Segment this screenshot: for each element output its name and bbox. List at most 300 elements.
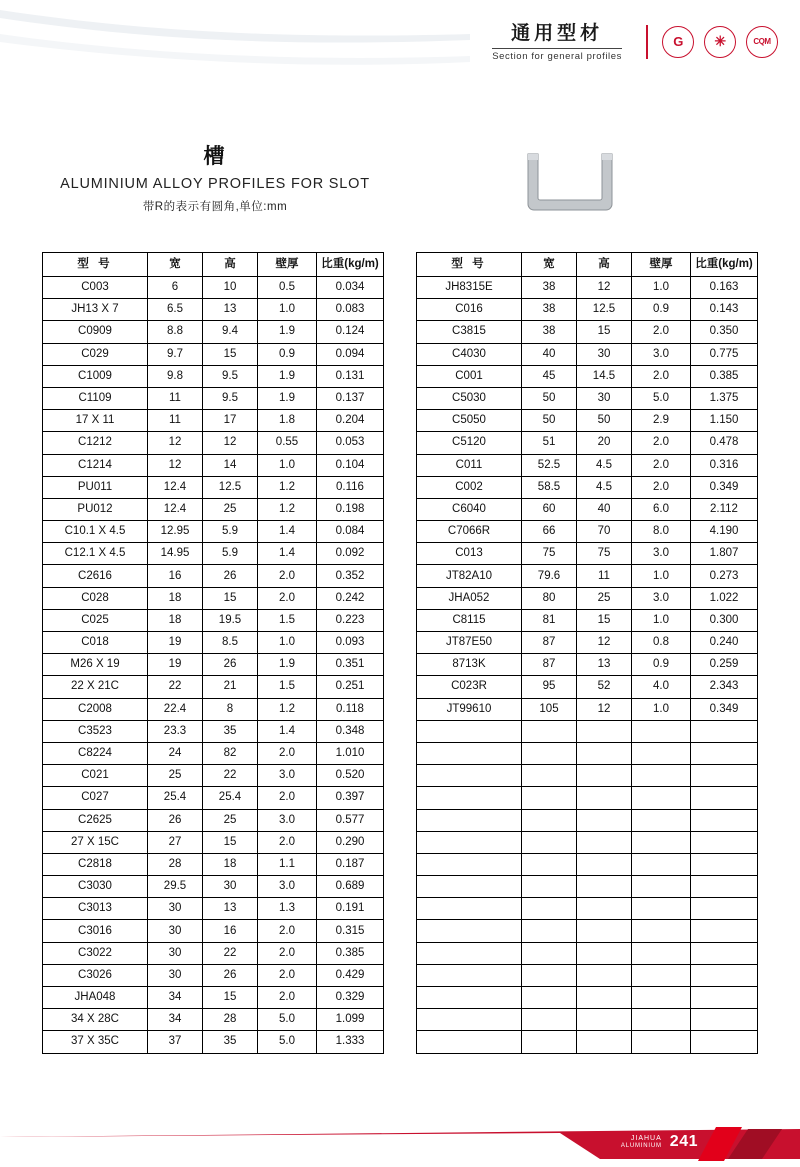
table-cell: 28 [148, 853, 203, 875]
table-row [417, 321, 758, 343]
table-cell: 0.300 [691, 609, 758, 631]
table-row [43, 765, 384, 787]
table-cell: C5030 [417, 387, 522, 409]
header-branding [492, 22, 778, 62]
table-cell: C003 [43, 277, 148, 299]
table-cell: 30 [148, 920, 203, 942]
table-cell [522, 898, 577, 920]
table-cell [632, 920, 691, 942]
table-cell: 0.251 [317, 676, 384, 698]
table-cell: 22 [203, 942, 258, 964]
table-row [417, 476, 758, 498]
table-cell: 9.8 [148, 365, 203, 387]
table-cell: 5.9 [203, 543, 258, 565]
table-cell: 1.4 [258, 543, 317, 565]
table-row [417, 765, 758, 787]
table-cell: C2616 [43, 565, 148, 587]
table-cell: 1.2 [258, 498, 317, 520]
table-cell: 0.349 [691, 698, 758, 720]
table-cell [577, 853, 632, 875]
table-row [43, 920, 384, 942]
table-cell [522, 987, 577, 1009]
table-cell: 6 [148, 277, 203, 299]
table-row [417, 587, 758, 609]
table-cell: 0.093 [317, 632, 384, 654]
table-cell: 0.242 [317, 587, 384, 609]
table-cell: 9.5 [203, 387, 258, 409]
table-row [417, 742, 758, 764]
table-cell: C3013 [43, 898, 148, 920]
table-row [43, 809, 384, 831]
table-cell: 1.1 [258, 853, 317, 875]
table-row [43, 654, 384, 676]
table-cell [522, 920, 577, 942]
table-cell: 30 [203, 876, 258, 898]
table-cell [417, 898, 522, 920]
cert-logo-2-icon [704, 26, 736, 58]
table-cell: 0.315 [317, 920, 384, 942]
table-cell: 14.95 [148, 543, 203, 565]
table-cell: 2.0 [632, 476, 691, 498]
table-cell: 0.352 [317, 565, 384, 587]
footer-brand [621, 1135, 662, 1149]
table-cell: 95 [522, 676, 577, 698]
table-cell: 37 X 35C [43, 1031, 148, 1053]
table-cell [632, 876, 691, 898]
table-cell: 5.0 [258, 1009, 317, 1031]
table-cell: JHA052 [417, 587, 522, 609]
table-cell [691, 920, 758, 942]
footer-brand-line1: JIAHUA [630, 1135, 662, 1143]
spec-table-left [42, 252, 384, 1054]
table-cell: 52 [577, 676, 632, 698]
page-header [0, 0, 800, 88]
table-cell [417, 876, 522, 898]
table-cell: 0.163 [691, 277, 758, 299]
table-cell [691, 898, 758, 920]
table-cell: 2.112 [691, 498, 758, 520]
spec-tables [42, 252, 758, 1054]
table-cell: PU011 [43, 476, 148, 498]
table-row [417, 920, 758, 942]
table-cell: 1.0 [258, 632, 317, 654]
table-cell: 0.204 [317, 410, 384, 432]
table-row [417, 720, 758, 742]
table-cell: 75 [577, 543, 632, 565]
table-cell: 70 [577, 521, 632, 543]
table-row [417, 387, 758, 409]
table-cell [522, 742, 577, 764]
table-cell [417, 787, 522, 809]
table-cell: 25.4 [148, 787, 203, 809]
table-header-row [417, 253, 758, 277]
table-cell: 28 [203, 1009, 258, 1031]
table-cell: 0.520 [317, 765, 384, 787]
table-cell: 16 [148, 565, 203, 587]
table-cell: 2.343 [691, 676, 758, 698]
table-cell: 0.034 [317, 277, 384, 299]
table-row [43, 565, 384, 587]
table-row [417, 365, 758, 387]
table-cell: 0.104 [317, 454, 384, 476]
table-cell: 40 [522, 343, 577, 365]
table-cell: 35 [203, 1031, 258, 1053]
table-cell [632, 765, 691, 787]
table-cell: 26 [148, 809, 203, 831]
table-cell: 3.0 [258, 765, 317, 787]
table-cell: 23.3 [148, 720, 203, 742]
table-row [43, 454, 384, 476]
table-row [43, 365, 384, 387]
table-cell: 29.5 [148, 876, 203, 898]
table-cell [522, 964, 577, 986]
table-cell [691, 742, 758, 764]
table-cell [417, 742, 522, 764]
table-cell: 30 [577, 343, 632, 365]
table-cell [691, 964, 758, 986]
table-cell: 40 [577, 498, 632, 520]
table-cell [632, 787, 691, 809]
table-cell: 3.0 [258, 876, 317, 898]
table-cell [417, 853, 522, 875]
table-cell [577, 765, 632, 787]
table-cell: 75 [522, 543, 577, 565]
table-cell: 0.137 [317, 387, 384, 409]
table-cell [522, 720, 577, 742]
table-cell [632, 742, 691, 764]
table-cell: 3.0 [632, 543, 691, 565]
table-cell [417, 1009, 522, 1031]
table-cell: C1212 [43, 432, 148, 454]
table-cell [417, 964, 522, 986]
table-cell: 10 [203, 277, 258, 299]
table-cell: 17 X 11 [43, 410, 148, 432]
table-cell: 12.5 [203, 476, 258, 498]
table-row [417, 676, 758, 698]
table-cell: C8115 [417, 609, 522, 631]
table-cell [417, 765, 522, 787]
table-cell: 12 [148, 432, 203, 454]
table-cell [577, 787, 632, 809]
table-cell: C3030 [43, 876, 148, 898]
table-cell [522, 1031, 577, 1053]
table-cell [577, 898, 632, 920]
table-row [43, 343, 384, 365]
table-row [417, 565, 758, 587]
table-cell: 1.2 [258, 698, 317, 720]
table-row [43, 609, 384, 631]
spec-table-right [416, 252, 758, 1054]
table-cell: 30 [148, 942, 203, 964]
table-cell: 5.0 [258, 1031, 317, 1053]
table-cell [632, 898, 691, 920]
table-row [43, 387, 384, 409]
table-cell [522, 853, 577, 875]
table-cell: 25 [577, 587, 632, 609]
table-cell: 2.0 [258, 920, 317, 942]
footer-brand-line2: ALUMINIUM [620, 1142, 662, 1149]
table-cell: 0.9 [632, 654, 691, 676]
table-cell: JT87E50 [417, 632, 522, 654]
table-cell: 1.010 [317, 742, 384, 764]
table-cell: 17 [203, 410, 258, 432]
table-cell: 8713K [417, 654, 522, 676]
table-cell: 81 [522, 609, 577, 631]
table-cell: 0.385 [317, 942, 384, 964]
table-row [43, 1031, 384, 1053]
table-cell [691, 765, 758, 787]
table-cell: 51 [522, 432, 577, 454]
table-cell: JT99610 [417, 698, 522, 720]
table-cell [632, 1031, 691, 1053]
table-row [417, 543, 758, 565]
header-decoration [0, 0, 470, 96]
table-cell: 2.0 [258, 565, 317, 587]
table-row [43, 410, 384, 432]
page-title-en: ALUMINIUM ALLOY PROFILES FOR SLOT [60, 176, 370, 192]
table-cell: 12.5 [577, 299, 632, 321]
cert-logo-3-icon [746, 26, 778, 58]
page-title-zone [0, 140, 430, 214]
table-cell: 27 [148, 831, 203, 853]
page-title-note: 带R的表示有圆角,单位:mm [142, 201, 288, 213]
table-cell [691, 720, 758, 742]
table-cell: 12.4 [148, 498, 203, 520]
table-row [417, 987, 758, 1009]
table-cell: 1.2 [258, 476, 317, 498]
table-cell: 0.397 [317, 787, 384, 809]
table-cell: 45 [522, 365, 577, 387]
table-row [43, 964, 384, 986]
table-row [417, 1031, 758, 1053]
table-cell: 0.349 [691, 476, 758, 498]
table-cell: 0.092 [317, 543, 384, 565]
table-cell: 0.124 [317, 321, 384, 343]
table-cell [632, 809, 691, 831]
table-row [417, 964, 758, 986]
table-cell: 1.0 [632, 565, 691, 587]
table-cell: 35 [203, 720, 258, 742]
table-cell [691, 876, 758, 898]
table-cell [632, 1009, 691, 1031]
table-cell [691, 831, 758, 853]
cert-logo-3-label: CQM [753, 37, 771, 47]
table-row [43, 898, 384, 920]
table-cell: 0.116 [317, 476, 384, 498]
table-cell: 2.0 [258, 987, 317, 1009]
table-cell: 25.4 [203, 787, 258, 809]
table-cell: 0.083 [317, 299, 384, 321]
table-cell: 1.4 [258, 720, 317, 742]
table-cell [577, 831, 632, 853]
table-row [43, 942, 384, 964]
table-cell: 1.8 [258, 410, 317, 432]
table-row [417, 654, 758, 676]
table-cell: 26 [203, 565, 258, 587]
table-cell [632, 964, 691, 986]
table-cell: 0.273 [691, 565, 758, 587]
table-cell: 0.084 [317, 521, 384, 543]
table-cell: 14.5 [577, 365, 632, 387]
table-cell: 6.0 [632, 498, 691, 520]
table-cell: 1.9 [258, 654, 317, 676]
table-cell: C018 [43, 632, 148, 654]
table-cell: 82 [203, 742, 258, 764]
table-cell: JT82A10 [417, 565, 522, 587]
table-cell: 22.4 [148, 698, 203, 720]
table-cell: 24 [148, 742, 203, 764]
cert-logo-2-label: ✳ [714, 33, 726, 50]
table-cell: 26 [203, 964, 258, 986]
table-cell: 15 [577, 609, 632, 631]
page-number: 241 [669, 1133, 698, 1150]
col-header-weight: 比重(kg/m) [317, 253, 384, 277]
table-row [417, 632, 758, 654]
col-header-height: 高 [203, 253, 258, 277]
table-cell [577, 809, 632, 831]
table-cell: 0.577 [317, 809, 384, 831]
table-cell: 0.55 [258, 432, 317, 454]
table-header-row [43, 253, 384, 277]
table-row [43, 987, 384, 1009]
table-cell: 11 [148, 387, 203, 409]
table-cell: JH13 X 7 [43, 299, 148, 321]
table-cell: 0.316 [691, 454, 758, 476]
table-cell [522, 876, 577, 898]
table-cell: 38 [522, 321, 577, 343]
table-cell [691, 787, 758, 809]
table-cell: C023R [417, 676, 522, 698]
table-cell: 0.348 [317, 720, 384, 742]
table-row [43, 543, 384, 565]
table-cell: 19 [148, 654, 203, 676]
table-cell: C1109 [43, 387, 148, 409]
table-cell: 34 X 28C [43, 1009, 148, 1031]
table-cell: 87 [522, 632, 577, 654]
table-cell: C2008 [43, 698, 148, 720]
table-cell: 0.9 [632, 299, 691, 321]
table-cell: 2.0 [258, 831, 317, 853]
table-cell: 6.5 [148, 299, 203, 321]
table-cell: 27 X 15C [43, 831, 148, 853]
table-cell: 2.0 [258, 964, 317, 986]
table-row [417, 277, 758, 299]
table-cell: 19 [148, 632, 203, 654]
table-cell: 0.689 [317, 876, 384, 898]
table-cell: 0.429 [317, 964, 384, 986]
table-row [43, 831, 384, 853]
table-cell: 0.143 [691, 299, 758, 321]
table-cell: C3026 [43, 964, 148, 986]
table-cell: C2818 [43, 853, 148, 875]
table-cell [417, 920, 522, 942]
table-cell [577, 920, 632, 942]
table-cell: 30 [148, 898, 203, 920]
table-cell: C10.1 X 4.5 [43, 521, 148, 543]
table-cell: 0.187 [317, 853, 384, 875]
table-cell: 0.385 [691, 365, 758, 387]
table-cell [577, 987, 632, 1009]
table-cell: C002 [417, 476, 522, 498]
table-cell: 2.0 [258, 742, 317, 764]
table-cell: 12 [148, 454, 203, 476]
table-cell [691, 942, 758, 964]
table-row [417, 498, 758, 520]
table-cell [522, 1009, 577, 1031]
table-cell: C12.1 X 4.5 [43, 543, 148, 565]
table-row [417, 876, 758, 898]
table-row [417, 853, 758, 875]
table-cell: 0.350 [691, 321, 758, 343]
table-cell: 5.9 [203, 521, 258, 543]
table-cell: 1.3 [258, 898, 317, 920]
table-cell [691, 1031, 758, 1053]
table-cell: 0.118 [317, 698, 384, 720]
table-cell: 2.0 [258, 942, 317, 964]
table-cell [577, 876, 632, 898]
table-cell [522, 831, 577, 853]
table-cell: 4.5 [577, 476, 632, 498]
table-cell: 13 [203, 299, 258, 321]
table-cell: 5.0 [632, 387, 691, 409]
table-cell: 2.9 [632, 410, 691, 432]
table-cell: 0.191 [317, 898, 384, 920]
table-cell: 16 [203, 920, 258, 942]
table-cell [632, 853, 691, 875]
table-row [417, 831, 758, 853]
header-divider [646, 25, 648, 59]
cert-logo-1-icon [662, 26, 694, 58]
table-cell: 37 [148, 1031, 203, 1053]
table-cell: 15 [203, 587, 258, 609]
table-cell [577, 720, 632, 742]
u-channel-profile-diagram [520, 152, 640, 212]
table-cell: 2.0 [632, 365, 691, 387]
table-row [43, 742, 384, 764]
table-cell: 8.0 [632, 521, 691, 543]
table-cell: 80 [522, 587, 577, 609]
table-cell: 79.6 [522, 565, 577, 587]
table-cell: 30 [577, 387, 632, 409]
table-cell: 1.5 [258, 676, 317, 698]
table-cell: 1.4 [258, 521, 317, 543]
table-cell: JH8315E [417, 277, 522, 299]
table-cell: 38 [522, 299, 577, 321]
table-cell: C3016 [43, 920, 148, 942]
table-row [417, 809, 758, 831]
table-cell: 0.223 [317, 609, 384, 631]
table-cell: 0.198 [317, 498, 384, 520]
table-cell: 11 [148, 410, 203, 432]
table-cell: 66 [522, 521, 577, 543]
table-cell: 0.9 [258, 343, 317, 365]
table-cell: 58.5 [522, 476, 577, 498]
table-row [417, 454, 758, 476]
table-cell: 1.5 [258, 609, 317, 631]
table-cell: 12 [577, 698, 632, 720]
table-cell: 0.290 [317, 831, 384, 853]
header-title-block [492, 22, 632, 62]
table-cell: C027 [43, 787, 148, 809]
table-cell: 1.333 [317, 1031, 384, 1053]
table-cell [691, 1009, 758, 1031]
table-cell: 4.0 [632, 676, 691, 698]
table-cell: 18 [148, 609, 203, 631]
col-header-height: 高 [577, 253, 632, 277]
table-row [417, 343, 758, 365]
page-footer [0, 1121, 800, 1167]
table-cell: 50 [577, 410, 632, 432]
